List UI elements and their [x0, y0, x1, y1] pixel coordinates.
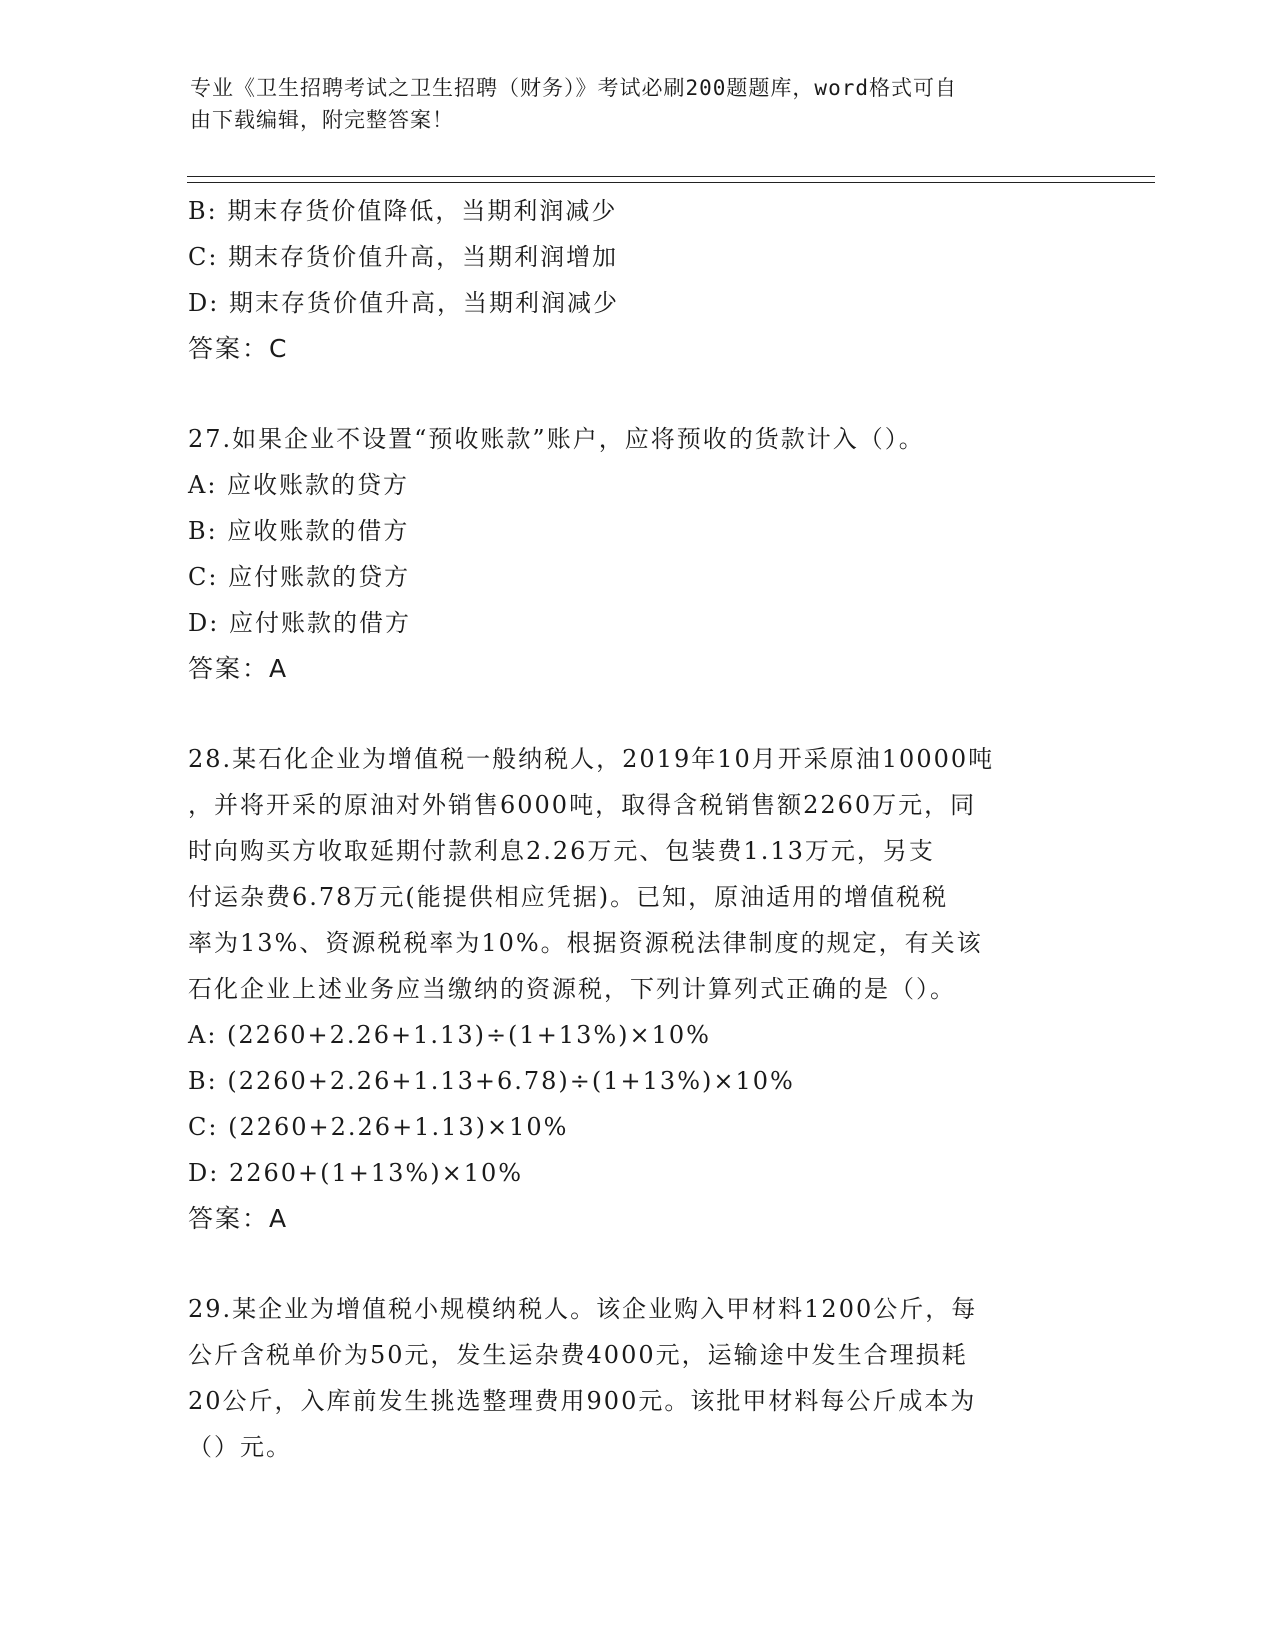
option-d: D: 期末存货价值升高，当期利润减少 [188, 289, 619, 317]
question-29 [188, 1286, 1088, 1470]
question-text-line-6: 石化企业上述业务应当缴纳的资源税，下列计算列式正确的是（）。 [188, 975, 956, 1003]
question-text-line-2: 公斤含税单价为50元，发生运杂费4000元，运输途中发生合理损耗 [188, 1341, 968, 1369]
spacer [188, 1242, 1088, 1286]
option-d: D: 2260+(1+13%)×10% [188, 1159, 524, 1187]
document-body [188, 188, 1088, 1470]
spacer [188, 372, 1088, 416]
header-rule-top [187, 176, 1155, 177]
question-text-line-3: 时向购买方收取延期付款利息2.26万元、包装费1.13万元，另支 [188, 837, 935, 865]
option-b: B: (2260+2.26+1.13+6.78)÷(1+13%)×10% [188, 1067, 795, 1095]
question-text-line-2: ，并将开采的原油对外销售6000吨，取得含税销售额2260万元，同 [188, 791, 977, 819]
question-text-line-1: 28.某石化企业为增值税一般纳税人，2019年10月开采原油10000吨 [188, 745, 995, 773]
question-26-continued [188, 188, 1088, 372]
option-c: C: (2260+2.26+1.13)×10% [188, 1113, 569, 1141]
option-c: C: 应付账款的贷方 [188, 563, 411, 591]
question-28 [188, 736, 1088, 1242]
question-text-line-4: （）元。 [188, 1433, 292, 1461]
question-text: 27.如果企业不设置“预收账款”账户，应将预收的货款计入（）。 [188, 425, 925, 453]
option-b: B: 应收账款的借方 [188, 517, 410, 545]
header-rule-bottom [187, 182, 1155, 183]
question-text-line-5: 率为13%、资源税税率为10%。根据资源税法律制度的规定，有关该 [188, 929, 983, 957]
option-a: A: 应收账款的贷方 [188, 471, 410, 499]
question-27 [188, 416, 1088, 692]
option-d: D: 应付账款的借方 [188, 609, 411, 637]
answer: 答案：A [188, 1204, 289, 1233]
question-text-line-1: 29.某企业为增值税小规模纳税人。该企业购入甲材料1200公斤，每 [188, 1295, 978, 1323]
option-b: B: 期末存货价值降低，当期利润减少 [188, 197, 618, 225]
answer: 答案：A [188, 654, 289, 683]
answer: 答案：C [188, 334, 289, 363]
option-c: C: 期末存货价值升高，当期利润增加 [188, 243, 619, 271]
header-line-2: 由下载编辑，附完整答案！ [190, 108, 454, 132]
question-text-line-3: 20公斤，入库前发生挑选整理费用900元。该批甲材料每公斤成本为 [188, 1387, 977, 1415]
spacer [188, 692, 1088, 736]
question-text-line-4: 付运杂费6.78万元(能提供相应凭据)。已知，原油适用的增值税税 [188, 883, 949, 911]
document-header [190, 72, 1090, 136]
header-line-1: 专业《卫生招聘考试之卫生招聘（财务）》考试必刷200题题库，word格式可自 [190, 76, 957, 100]
option-a: A: (2260+2.26+1.13)÷(1+13%)×10% [188, 1021, 711, 1049]
